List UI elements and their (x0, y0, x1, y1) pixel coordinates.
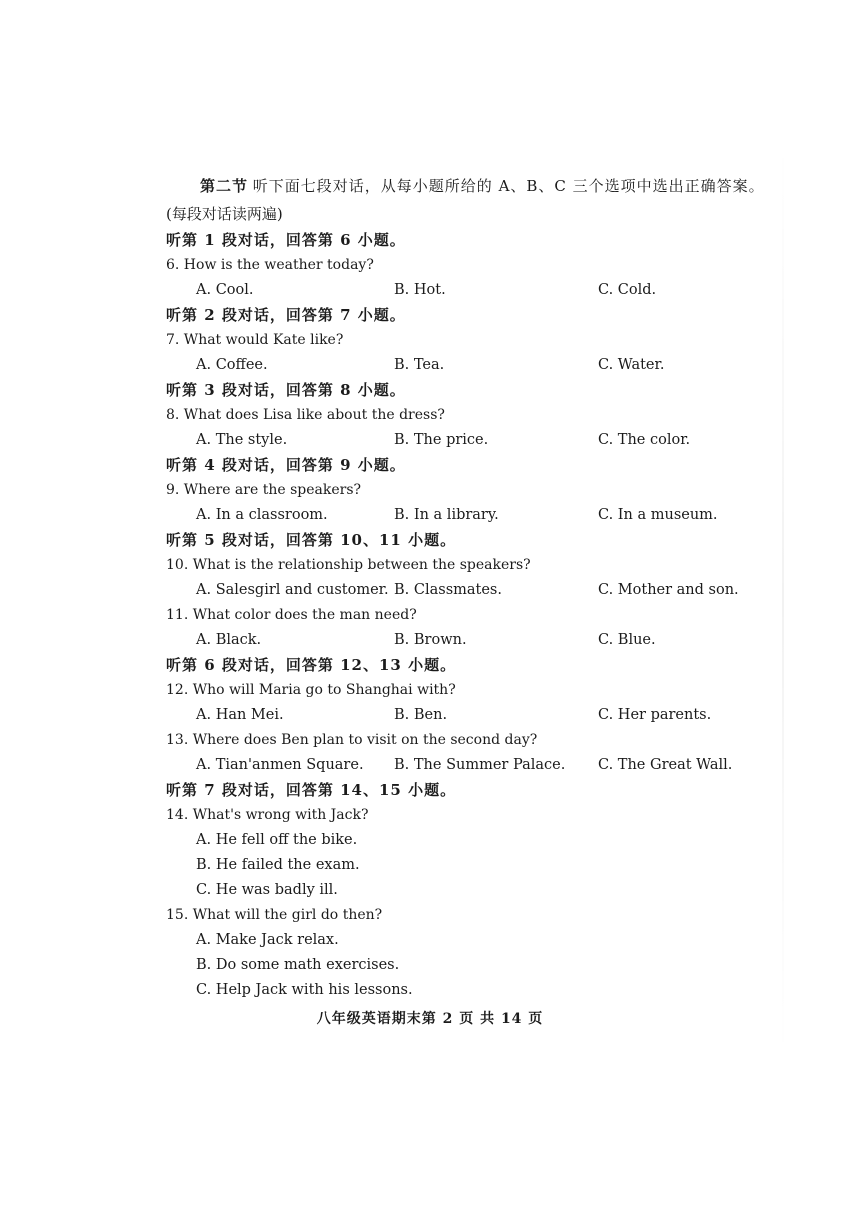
option-a: A. Coffee. (196, 357, 268, 373)
option-c: C. In a museum. (598, 507, 718, 523)
option-a: A. Salesgirl and customer. (196, 582, 389, 598)
option-a: A. The style. (196, 432, 288, 448)
option-a: A. Tian'anmen Square. (196, 757, 364, 773)
option-b: B. The price. (394, 432, 489, 448)
option-c: C. Water. (598, 357, 665, 373)
options-row (166, 628, 766, 653)
options-row (166, 753, 766, 778)
option-c: C. The Great Wall. (598, 757, 733, 773)
scan-shadow (782, 140, 784, 1060)
question-text: 11. What color does the man need? (166, 607, 417, 623)
option-a: A. Make Jack relax. (196, 932, 339, 948)
question-text: 6. How is the weather today? (166, 257, 374, 273)
question-text: 9. Where are the speakers? (166, 482, 362, 498)
page-footer: 八年级英语期末第 2 页 共 14 页 (316, 1011, 544, 1027)
question-text: 14. What's wrong with Jack? (166, 807, 369, 823)
options-row (166, 353, 766, 378)
option-c: C. Mother and son. (598, 582, 739, 598)
question-text: 10. What is the relationship between the speakers? (166, 557, 531, 573)
options-row (166, 428, 766, 453)
question-text: 8. What does Lisa like about the dress? (166, 407, 445, 423)
dialogue-heading: 听第 4 段对话，回答第 9 小题。 (166, 456, 406, 474)
section-instructions (166, 172, 766, 228)
option-a: A. Han Mei. (196, 707, 284, 723)
question-text: 7. What would Kate like? (166, 332, 344, 348)
section-instruction-text: 听下面七段对话，从每小题所给的 A、B、C 三个选项中选出正确答案。 (252, 177, 765, 195)
options-row (166, 278, 766, 303)
dialogue-heading: 听第 7 段对话，回答第 14、15 小题。 (166, 781, 457, 799)
option-c: C. Her parents. (598, 707, 712, 723)
option-b: B. In a library. (394, 507, 499, 523)
dialogue-heading: 听第 6 段对话，回答第 12、13 小题。 (166, 656, 457, 674)
section-note: (每段对话读两遍) (166, 205, 283, 223)
option-c: C. Blue. (598, 632, 656, 648)
option-c: C. The color. (598, 432, 691, 448)
option-a: A. Cool. (196, 282, 254, 298)
option-c: C. Help Jack with his lessons. (196, 982, 413, 998)
options-row (166, 503, 766, 528)
option-b: B. The Summer Palace. (394, 757, 566, 773)
option-a: A. He fell off the bike. (196, 832, 358, 848)
question-text: 15. What will the girl do then? (166, 907, 383, 923)
dialogue-heading: 听第 2 段对话，回答第 7 小题。 (166, 306, 406, 324)
dialogue-heading: 听第 5 段对话，回答第 10、11 小题。 (166, 531, 457, 549)
question-text: 13. Where does Ben plan to visit on the second day? (166, 732, 538, 748)
option-b: B. Tea. (394, 357, 445, 373)
option-c: C. Cold. (598, 282, 657, 298)
option-a: A. Black. (196, 632, 262, 648)
option-a: A. In a classroom. (196, 507, 328, 523)
listening-section (166, 172, 766, 1003)
option-c: C. He was badly ill. (196, 882, 338, 898)
question-text: 12. Who will Maria go to Shanghai with? (166, 682, 456, 698)
option-b: B. He failed the exam. (196, 857, 360, 873)
option-b: B. Classmates. (394, 582, 502, 598)
options-row (166, 578, 766, 603)
options-row (166, 703, 766, 728)
option-b: B. Brown. (394, 632, 467, 648)
option-b: B. Do some math exercises. (196, 957, 400, 973)
dialogue-heading: 听第 3 段对话，回答第 8 小题。 (166, 381, 406, 399)
section-title: 第二节 (200, 177, 249, 195)
option-b: B. Ben. (394, 707, 448, 723)
dialogue-heading: 听第 1 段对话，回答第 6 小题。 (166, 231, 406, 249)
option-b: B. Hot. (394, 282, 446, 298)
